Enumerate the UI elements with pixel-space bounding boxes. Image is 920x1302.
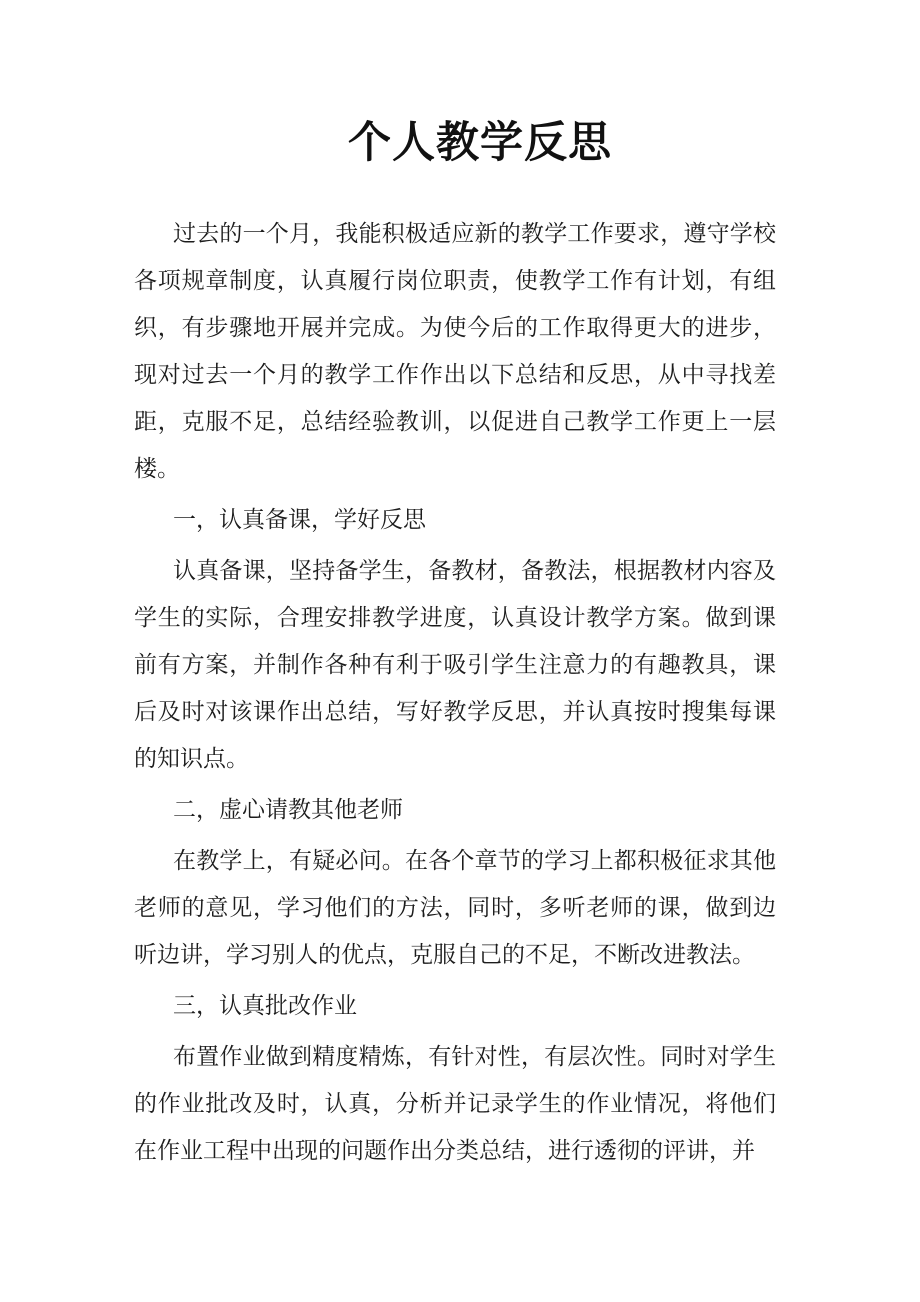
paragraph: 在教学上，有疑必问。在各个章节的学习上都积极征求其他老师的意见，学习他们的方法，同时，多听老师的课，做到边听边讲，学习别人的优点，克服自己的不足，不断改进教法。 bbox=[134, 848, 776, 967]
section-heading: 一，认真备课，学好反思 bbox=[173, 507, 426, 532]
document-body bbox=[134, 210, 776, 1174]
paragraph: 认真备课，坚持备学生，备教材，备教法，根据教材内容及学生的实际，合理安排教学进度，认真设计教学方案。做到课前有方案，并制作各种有利于吸引学生注意力的有趣教具，课后及时对该课作出总结，写好教学反思，并认真按时搜集每课的知识点。 bbox=[134, 558, 776, 771]
paragraph: 过去的一个月，我能积极适应新的教学工作要求，遵守学校各项规章制度，认真履行岗位职责，使教学工作有计划，有组织，有步骤地开展并完成。为使今后的工作取得更大的进步，现对过去一个月的教学工作作出以下总结和反思，从中寻找差距，克服不足，总结经验教训，以促进自己教学工作更上一层楼。 bbox=[134, 221, 776, 481]
section-heading: 二，虚心请教其他老师 bbox=[173, 797, 403, 822]
section-heading: 三，认真批改作业 bbox=[173, 993, 357, 1018]
paragraph: 布置作业做到精度精炼，有针对性，有层次性。同时对学生的作业批改及时，认真，分析并记录学生的作业情况，将他们在作业工程中出现的问题作出分类总结，进行透彻的评讲，并 bbox=[134, 1044, 776, 1163]
document-title: 个人教学反思 bbox=[348, 120, 612, 167]
